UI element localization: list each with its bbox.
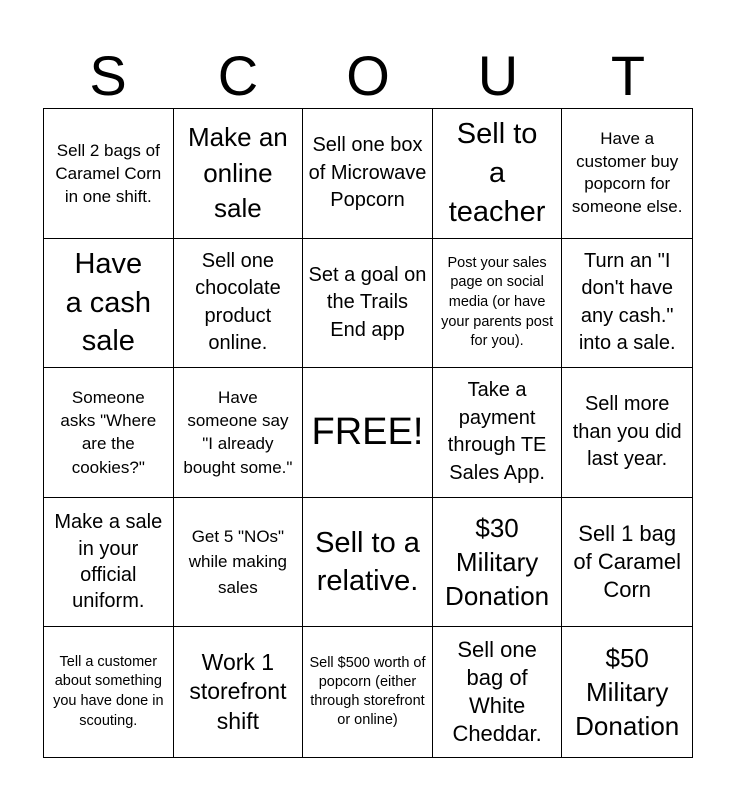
bingo-board [43, 108, 693, 758]
bingo-cell[interactable] [562, 627, 692, 757]
header-letter-o: O [346, 44, 390, 107]
bingo-cell[interactable] [303, 627, 433, 757]
bingo-cell[interactable] [433, 368, 563, 498]
bingo-header [43, 44, 693, 108]
bingo-cell[interactable] [303, 109, 433, 239]
bingo-cell[interactable] [562, 368, 692, 498]
bingo-cell[interactable] [174, 627, 304, 757]
cell-text: Work 1 storefront shift [189, 649, 287, 734]
cell-text: Sell 1 bag of Caramel Corn [573, 520, 681, 603]
header-letter-c: C [217, 44, 259, 107]
bingo-cell[interactable] [44, 109, 174, 239]
bingo-cell[interactable] [174, 239, 304, 369]
bingo-cell[interactable] [44, 368, 174, 498]
cell-text: Take a payment through TE Sales App. [447, 379, 547, 485]
cell-text: Sell to a teacher [448, 118, 546, 228]
cell-text: Sell one bag of White Cheddar. [452, 636, 542, 747]
bingo-cell[interactable] [433, 109, 563, 239]
bingo-cell[interactable] [433, 498, 563, 628]
bingo-cell[interactable] [174, 109, 304, 239]
cell-text: Have a customer buy popcorn for someone else. [571, 129, 683, 216]
cell-text: Tell a customer about something you have done in scouting. [53, 653, 164, 729]
cell-text: Sell to a relative. [315, 526, 420, 598]
bingo-cell[interactable] [433, 239, 563, 369]
bingo-cell[interactable] [44, 498, 174, 628]
free-space-label: FREE! [311, 410, 424, 453]
cell-text: Make a sale in your official uniform. [54, 511, 163, 613]
cell-text: Make an online sale [188, 122, 288, 223]
bingo-cell[interactable] [44, 627, 174, 757]
cell-text: Set a goal on the Trails End app [308, 263, 427, 341]
cell-text: $30 Military Donation [445, 512, 550, 612]
bingo-cell[interactable] [303, 239, 433, 369]
bingo-cell[interactable] [174, 368, 304, 498]
free-space[interactable] [303, 368, 433, 498]
cell-text: Sell $500 worth of popcorn (either through storefront or online) [309, 654, 426, 729]
cell-text: Turn an "I don't have any cash." into a sale. [578, 249, 676, 355]
cell-text: Get 5 "NOs" while making sales [188, 526, 288, 597]
cell-text: Have a cash sale [65, 248, 152, 358]
bingo-cell[interactable] [303, 498, 433, 628]
cell-text: Sell 2 bags of Caramel Corn in one shift. [55, 140, 162, 206]
cell-text: Sell one box of Microwave Popcorn [308, 133, 427, 212]
cell-text: Sell one chocolate product online. [195, 249, 281, 355]
cell-text: Post your sales page on social media (or have your parents post for you). [441, 254, 554, 350]
cell-text: $50 Military Donation [575, 642, 680, 742]
header-letter-u: U [477, 44, 519, 107]
bingo-cell[interactable] [433, 627, 563, 757]
cell-text: Sell more than you did last year. [572, 393, 682, 471]
bingo-cell[interactable] [562, 109, 692, 239]
bingo-cell[interactable] [562, 239, 692, 369]
bingo-cell[interactable] [562, 498, 692, 628]
bingo-cell[interactable] [44, 239, 174, 369]
cell-text: Have someone say "I already bought some." [183, 388, 293, 477]
header-letter-s: S [89, 44, 127, 107]
bingo-cell[interactable] [174, 498, 304, 628]
header-letter-t: T [610, 44, 646, 107]
cell-text: Someone asks "Where are the cookies?" [60, 388, 157, 477]
